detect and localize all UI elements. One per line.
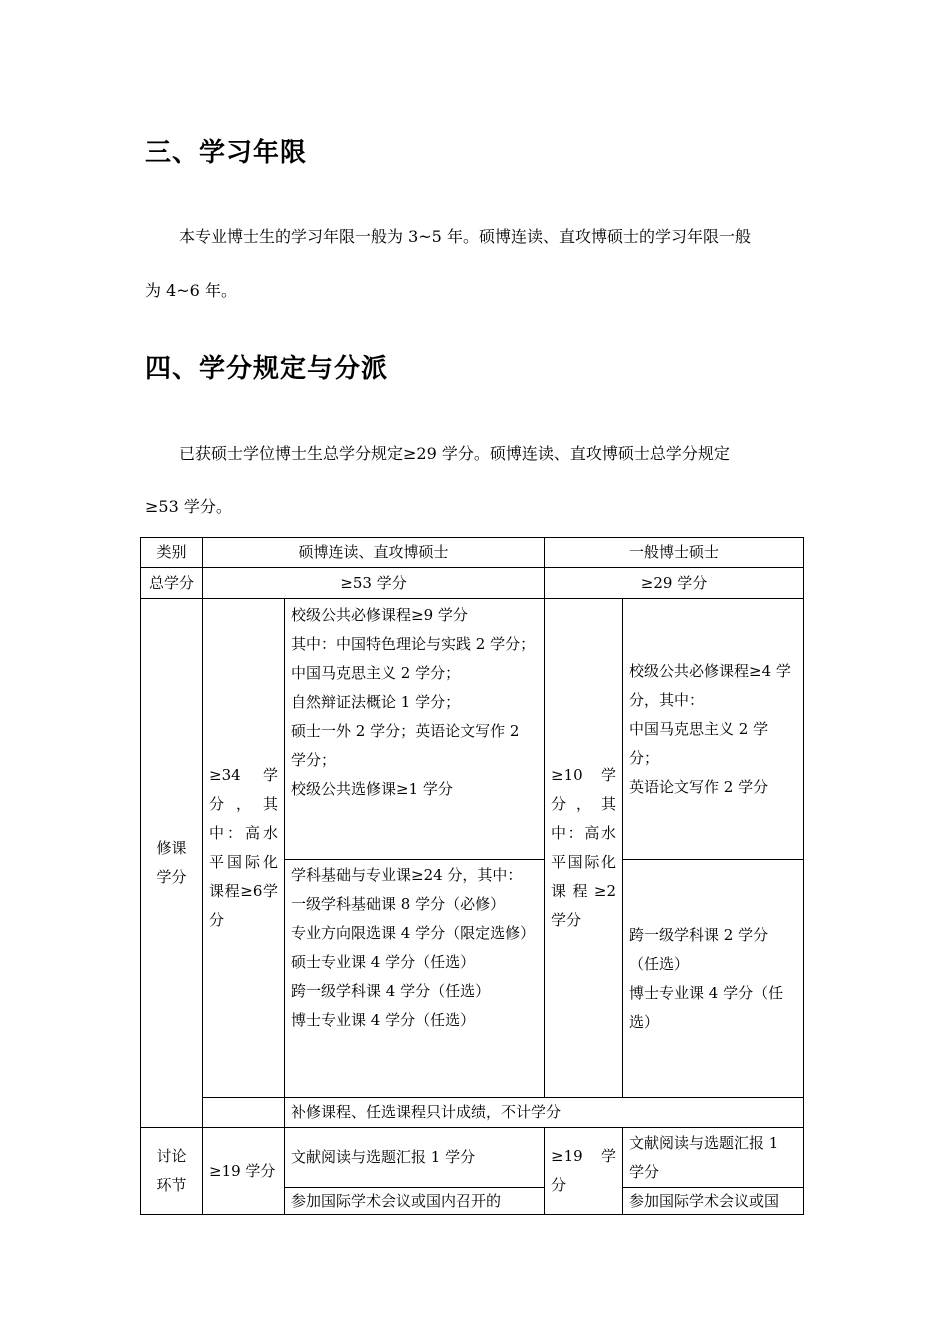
seminar-combined-item: 参加国际学术会议或国内召开的 [285, 1188, 545, 1215]
remedial-spacer [203, 1098, 285, 1128]
seminar-row-1 [141, 1128, 804, 1188]
combined-public-item: 校级公共选修课≥1 学分 [291, 780, 453, 798]
total-credits-regular: ≥29 学分 [545, 568, 804, 599]
seminar-regular-item: 参加国际学术会议或国 [623, 1188, 804, 1215]
combined-public-item: 其中：中国特色理论与实践 2 学分； [291, 635, 536, 653]
regular-major-item: 博士专业课 4 学分（任选） [629, 983, 784, 1031]
course-combined-summary: ≥34 学分，其中：高水平国际化课程≥6学分 [203, 599, 285, 1098]
remedial-row [141, 1098, 804, 1128]
combined-public-item: 校级公共必修课程≥9 学分 [291, 606, 468, 624]
section-4-paragraph-line-1: 已获硕士学位博士生总学分规定≥29 学分。硕博连读、直攻博硕士总学分规定 [179, 444, 730, 463]
combined-public-item: 中国马克思主义 2 学分； [291, 664, 461, 682]
regular-public-courses [623, 599, 804, 860]
regular-public-item: 校级公共必修课程≥4 学分，其中： [629, 661, 791, 709]
combined-major-item: 硕士专业课 4 学分（任选） [291, 953, 476, 971]
section-4-paragraph-line-2: ≥53 学分。 [145, 497, 232, 516]
seminar-label [141, 1128, 203, 1215]
total-credits-combined: ≥53 学分 [203, 568, 545, 599]
seminar-label-line-2: 环节 [156, 1176, 187, 1194]
remedial-note: 补修课程、任选课程只计成绩，不计学分 [285, 1098, 804, 1128]
combined-major-courses [285, 860, 545, 1098]
regular-major-courses [623, 860, 804, 1098]
section-4-heading: 四、学分规定与分派 [145, 354, 389, 384]
total-credits-row [141, 568, 804, 599]
section-3-paragraph-line-2: 为 4~6 年。 [145, 281, 237, 300]
course-regular-summary: ≥10 学分，其中：高水平国际化课程≥2学分 [545, 599, 623, 1098]
combined-major-item: 学科基础与专业课≥24 分，其中： [291, 866, 523, 884]
combined-major-item: 跨一级学科课 4 学分（任选） [291, 982, 491, 1000]
header-category: 类别 [141, 538, 203, 568]
header-combined-program: 硕博连读、直攻博硕士 [203, 538, 545, 568]
seminar-combined-summary: ≥19 学分 [203, 1128, 285, 1215]
regular-public-item: 英语论文写作 2 学分 [629, 777, 769, 796]
combined-public-item: 硕士一外 2 学分；英语论文写作 2 学分； [291, 722, 520, 769]
seminar-regular-summary: ≥19 学分 [545, 1128, 623, 1215]
regular-public-item: 中国马克思主义 2 学分； [629, 719, 769, 767]
course-label-line-1: 修课 [156, 839, 187, 857]
course-public-row [141, 599, 804, 860]
table-header-row [141, 538, 804, 568]
combined-public-courses [285, 599, 545, 860]
combined-major-item: 一级学科基础课 8 学分（必修） [291, 895, 506, 913]
regular-major-item: 跨一级学科课 2 学分（任选） [629, 925, 769, 973]
seminar-regular-item: 文献阅读与选题汇报 1 学分 [623, 1128, 804, 1188]
seminar-combined-item: 文献阅读与选题汇报 1 学分 [285, 1128, 545, 1188]
credit-table [140, 537, 804, 1215]
course-credits-label [141, 599, 203, 1128]
total-credits-label: 总学分 [141, 568, 203, 599]
course-label-line-2: 学分 [156, 868, 187, 886]
combined-public-item: 自然辩证法概论 1 学分； [291, 693, 461, 711]
section-3-paragraph-line-1: 本专业博士生的学习年限一般为 3~5 年。硕博连读、直攻博硕士的学习年限一般 [179, 227, 751, 246]
header-regular-doctoral: 一般博士硕士 [545, 538, 804, 568]
seminar-label-line-1: 讨论 [156, 1147, 187, 1165]
combined-major-item: 专业方向限选课 4 学分（限定选修） [291, 924, 536, 942]
section-3-heading: 三、学习年限 [145, 138, 308, 168]
combined-major-item: 博士专业课 4 学分（任选） [291, 1011, 476, 1029]
